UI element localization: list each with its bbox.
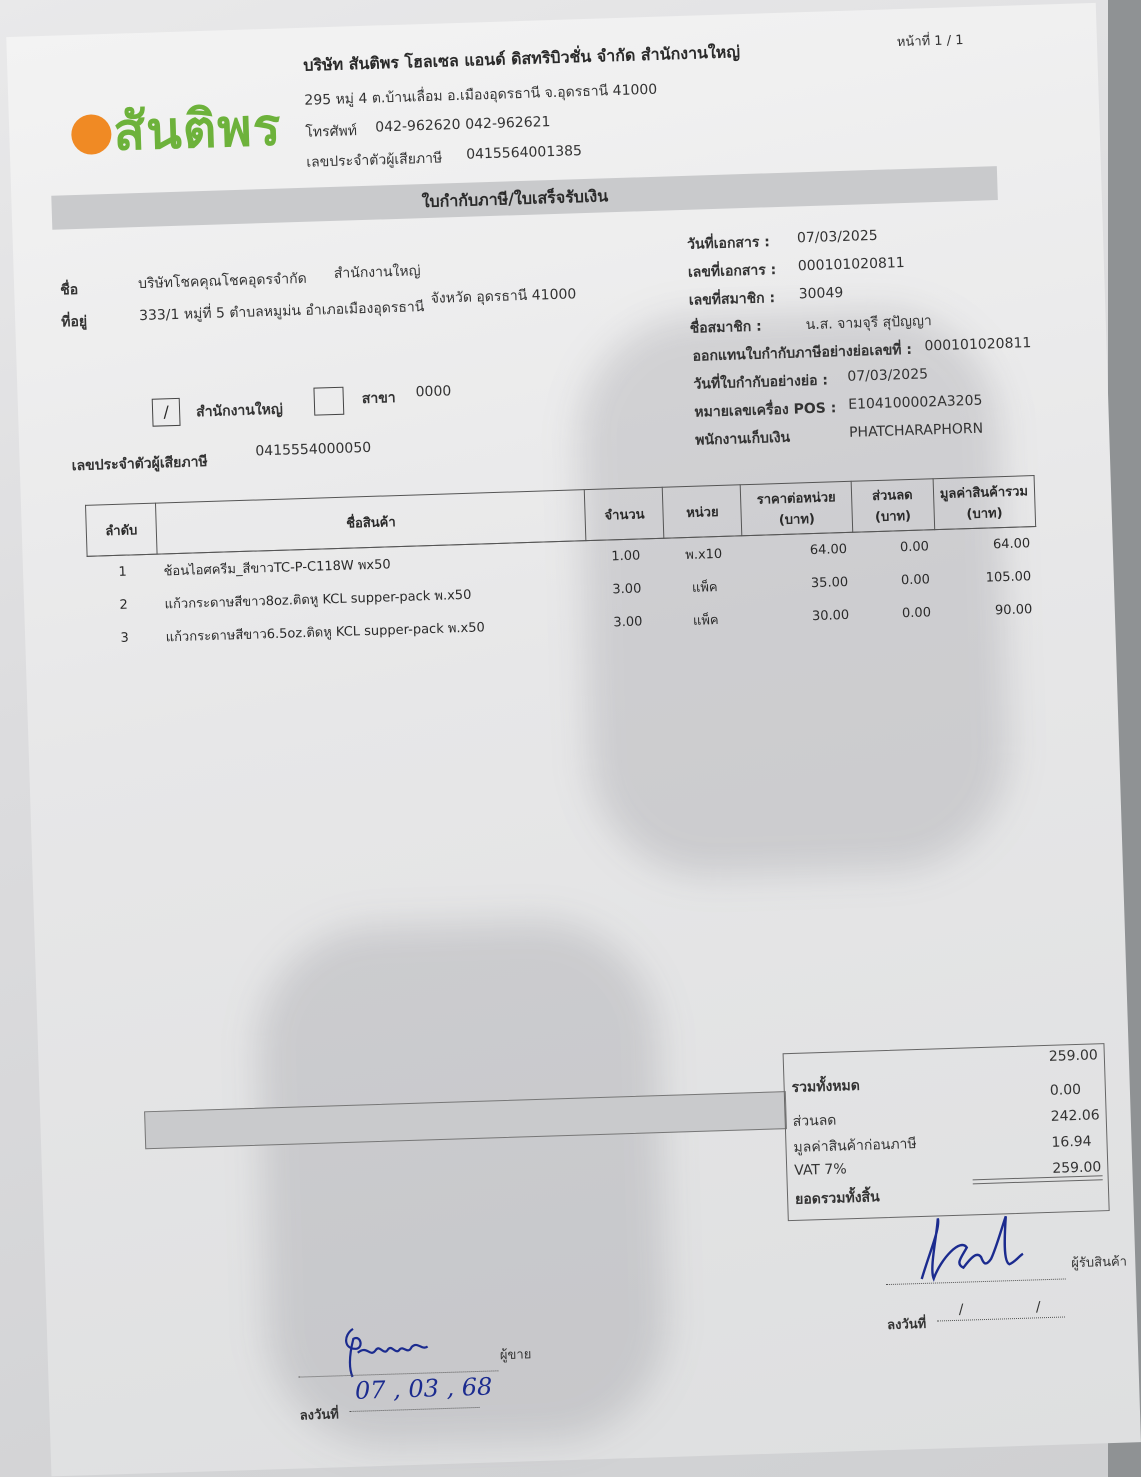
doc-info-value: 000101020811 — [797, 255, 905, 275]
cell-unit: แพ็ค — [692, 613, 719, 629]
header-discount: ส่วนลด (บาท) — [851, 479, 934, 533]
doc-info-value: น.ส. จามจุรี สุปัญญา — [805, 313, 932, 334]
customer-name: บริษัทโชคคุณโชคอุดรจำกัด — [137, 270, 307, 293]
header-price: ราคาต่อหน่วย (บาท) — [740, 481, 852, 535]
summary-label: มูลค่าสินค้าก่อนภาษี — [793, 1136, 917, 1156]
cell-amount: 105.00 — [985, 569, 1032, 586]
customer-tax-id: 0415554000050 — [255, 439, 372, 460]
document-title: ใบกำกับภาษี/ใบเสร็จรับเงิน — [421, 186, 609, 212]
doc-info-value: 07/03/2025 — [847, 366, 929, 385]
branch-number: 0000 — [415, 383, 452, 401]
header-seq: ลำดับ — [86, 503, 158, 556]
company-address: 295 หมู่ 4 ต.บ้านเลื่อม อ.เมืองอุดรธานี จ.อุดรธานี 41000 — [304, 81, 658, 109]
customer-branch-type: สำนักงานใหญ่ — [333, 263, 421, 282]
cell-name: ช้อนไอศครีม_สีขาวTC-P-C118W พx50 — [163, 557, 391, 580]
cell-amount: 64.00 — [992, 536, 1031, 553]
receiver-label: ผู้รับสินค้า — [1071, 1254, 1128, 1272]
company-logo — [70, 85, 283, 175]
cell-price: 35.00 — [810, 574, 849, 592]
summary-value: 242.06 — [1050, 1107, 1100, 1125]
photo-shadow — [254, 917, 670, 1449]
hq-checkmark: / — [163, 402, 170, 422]
summary-value: 0.00 — [1049, 1081, 1082, 1099]
seller-date-handwritten: 07 , 03 , 68 — [354, 1372, 493, 1405]
cell-amount: 90.00 — [994, 602, 1033, 619]
doc-info-label: วันที่เอกสาร : — [686, 234, 771, 253]
receiver-signature — [910, 1206, 1032, 1290]
customer-address-label: ที่อยู่ — [61, 313, 88, 331]
cell-discount: 0.00 — [900, 572, 931, 589]
doc-info-value: 30049 — [798, 284, 844, 303]
doc-info-label: เลขที่เอกสาร : — [687, 262, 777, 281]
header-unit: หน่วย — [663, 485, 742, 538]
doc-info-label: วันที่ใบกำกับอย่างย่อ : — [693, 372, 829, 393]
summary-value: 16.94 — [1051, 1133, 1092, 1151]
logo-circle — [71, 114, 112, 155]
company-tax-label: เลขประจำตัวผู้เสียภาษี — [306, 150, 443, 171]
cell-price: 64.00 — [809, 541, 848, 559]
header-amount: มูลค่าสินค้ารวม (บาท) — [933, 476, 1036, 530]
summary-label: ส่วนลด — [792, 1112, 837, 1130]
header-name: ชื่อสินค้า — [155, 490, 586, 554]
cell-unit: พ.x10 — [685, 546, 723, 564]
cell-name: แก้วกระดาษสีขาว6.5oz.ติดหู KCL supper-pack พ.x50 — [165, 620, 486, 646]
summary-label: VAT 7% — [794, 1161, 847, 1179]
doc-info-value: E104100002A3205 — [847, 392, 983, 413]
branch-label: สาขา — [361, 390, 396, 408]
seller-date-label: ลงวันที่ — [299, 1407, 340, 1424]
hq-label: สำนักงานใหญ่ — [195, 401, 284, 421]
header-qty: จำนวน — [585, 487, 665, 540]
cell-discount: 0.00 — [899, 539, 930, 556]
customer-address: 333/1 หมู่ที่ 5 ตำบลหมูม่น อำเภอเมืองอุดรธานี — [138, 299, 425, 325]
items-table — [85, 475, 1039, 656]
customer-tax-label: เลขประจำตัวผู้เสียภาษี — [71, 454, 208, 475]
doc-info-label: หมายเลขเครื่อง POS : — [694, 400, 837, 421]
customer-province: จังหวัด อุดรธานี 41000 — [430, 286, 577, 307]
cell-seq: 1 — [118, 564, 127, 580]
company-name: บริษัท สันติพร โฮลเซล แอนด์ ดิสทริบิวชั่น จำกัด สำนักงานใหญ่ — [303, 42, 741, 75]
doc-info-value: 000101020811 — [924, 335, 1032, 355]
company-tax-id: 0415564001385 — [465, 143, 583, 163]
invoice-sheet — [6, 3, 1141, 1477]
doc-info-value: 07/03/2025 — [796, 227, 878, 247]
hq-checkbox[interactable] — [152, 398, 181, 427]
receiver-date-blank: / / — [958, 1298, 1075, 1318]
company-phone-2: 042-962621 — [464, 114, 551, 133]
cell-price: 30.00 — [811, 607, 850, 625]
summary-value: 259.00 — [1052, 1159, 1102, 1177]
doc-info-label: เลขที่สมาชิก : — [688, 290, 776, 309]
receiver-date-label: ลงวันที่ — [886, 1316, 927, 1334]
doc-info-label: ออกแทนใบกำกับภาษีอย่างย่อเลขที่ : — [692, 341, 913, 365]
cell-qty: 3.00 — [612, 581, 642, 598]
cell-discount: 0.00 — [901, 605, 932, 622]
company-phone-label: โทรศัพท์ — [305, 123, 358, 141]
cell-qty: 3.00 — [613, 614, 643, 631]
summary-label: ยอดรวมทั้งสิ้น — [794, 1189, 880, 1208]
cell-seq: 2 — [119, 597, 129, 613]
cell-unit: แพ็ค — [691, 580, 718, 596]
company-phone-1: 042-962620 — [375, 116, 461, 136]
summary-label: รวมทั้งหมด — [791, 1077, 861, 1096]
cell-name: แก้วกระดาษสีขาว8oz.ติดหู KCL supper-pack พ.x50 — [164, 587, 472, 613]
cell-qty: 1.00 — [611, 548, 641, 565]
branch-checkbox[interactable] — [313, 387, 344, 416]
cell-seq: 3 — [120, 630, 130, 646]
logo-text: สันติพร — [112, 97, 283, 163]
customer-name-label: ชื่อ — [60, 281, 79, 299]
doc-info-label: พนักงานเก็บเงิน — [695, 429, 791, 449]
doc-info-label: ชื่อสมาชิก : — [689, 318, 762, 337]
receiver-date-line — [937, 1316, 1065, 1321]
seller-label: ผู้ขาย — [499, 1347, 532, 1364]
doc-info-value: PHATCHARAPHORN — [848, 420, 984, 441]
page-number: หน้าที่ 1 / 1 — [896, 33, 964, 51]
summary-value: 259.00 — [1048, 1047, 1099, 1065]
